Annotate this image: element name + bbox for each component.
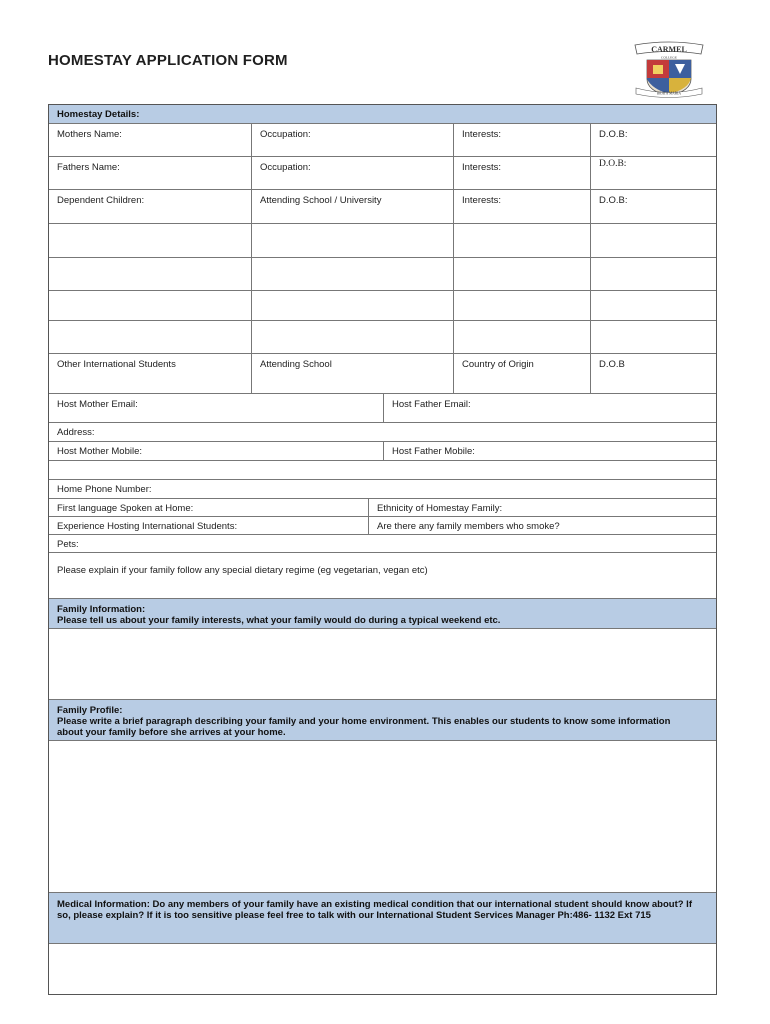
child-name-field[interactable] bbox=[49, 291, 251, 320]
host-mother-mobile-field[interactable]: Host Mother Mobile: bbox=[57, 446, 143, 457]
logo-sub-text: COLLEGE bbox=[661, 55, 677, 60]
mobile-entry-field[interactable] bbox=[49, 461, 716, 479]
mothers-name-field[interactable]: Mothers Name: bbox=[57, 129, 122, 140]
family-information-answer-field[interactable] bbox=[49, 629, 716, 699]
experience-row bbox=[49, 517, 716, 535]
dependent-child-row bbox=[49, 321, 716, 354]
language-row bbox=[49, 499, 716, 517]
students-dob-field[interactable]: D.O.B bbox=[590, 354, 716, 393]
dependent-children-label: Dependent Children: bbox=[57, 195, 145, 206]
child-dob-field[interactable] bbox=[590, 291, 716, 320]
family-profile-answer-box bbox=[49, 741, 716, 893]
address-field[interactable]: Address: bbox=[57, 427, 95, 438]
family-profile-header bbox=[49, 700, 716, 741]
mother-dob-field[interactable]: D.O.B: bbox=[590, 124, 716, 156]
family-profile-answer-field[interactable] bbox=[49, 741, 716, 892]
family-profile-prompt: Please write a brief paragraph describing your family and your home environment. This enables our students to know some information about your family before she arrives at your home. bbox=[57, 716, 671, 738]
child-dob-field[interactable] bbox=[590, 258, 716, 290]
attending-school-university-label: Attending School / University bbox=[251, 190, 453, 223]
medical-information-header bbox=[49, 893, 716, 944]
dependent-children-header-row bbox=[49, 190, 716, 224]
father-row bbox=[49, 157, 716, 190]
child-interests-field[interactable] bbox=[453, 258, 590, 290]
homestay-form bbox=[48, 104, 717, 995]
dietary-field[interactable]: Please explain if your family follow any special dietary regime (eg vegetarian, vegan etc) bbox=[57, 565, 428, 576]
dependent-child-row bbox=[49, 291, 716, 321]
other-international-students-field[interactable]: Other International Students bbox=[57, 359, 176, 370]
children-dob-label: D.O.B: bbox=[590, 190, 716, 223]
homestay-details-heading: Homestay Details: bbox=[57, 109, 140, 120]
family-information-prompt: Please tell us about your family interests, what your family would do during a typical weekend etc. bbox=[57, 615, 501, 626]
medical-information-answer-field[interactable] bbox=[49, 944, 716, 994]
fathers-name-field[interactable]: Fathers Name: bbox=[57, 162, 120, 173]
logo-bottom-text: BEATA MARIA bbox=[657, 91, 681, 96]
pets-field[interactable]: Pets: bbox=[57, 539, 79, 550]
international-students-row bbox=[49, 354, 716, 394]
homestay-details-header bbox=[49, 105, 716, 124]
father-dob-field[interactable]: D.O.B: bbox=[590, 157, 716, 189]
dependent-child-row bbox=[49, 258, 716, 291]
child-name-field[interactable] bbox=[49, 224, 251, 257]
dependent-child-row bbox=[49, 224, 716, 258]
pets-row bbox=[49, 535, 716, 553]
child-interests-field[interactable] bbox=[453, 321, 590, 353]
address-row bbox=[49, 423, 716, 442]
mother-row bbox=[49, 124, 716, 157]
child-school-field[interactable] bbox=[251, 224, 453, 257]
mobile-entry-row bbox=[49, 461, 716, 480]
family-smoke-field[interactable]: Are there any family members who smoke? bbox=[368, 517, 716, 534]
medical-information-answer-box bbox=[49, 944, 716, 994]
family-information-answer-box bbox=[49, 629, 716, 700]
father-interests-field[interactable]: Interests: bbox=[453, 157, 590, 189]
attending-school-field[interactable]: Attending School bbox=[251, 354, 453, 393]
mother-occupation-field[interactable]: Occupation: bbox=[251, 124, 453, 156]
child-dob-field[interactable] bbox=[590, 321, 716, 353]
child-name-field[interactable] bbox=[49, 321, 251, 353]
child-dob-field[interactable] bbox=[590, 224, 716, 257]
child-school-field[interactable] bbox=[251, 291, 453, 320]
mother-interests-field[interactable]: Interests: bbox=[453, 124, 590, 156]
child-school-field[interactable] bbox=[251, 258, 453, 290]
child-name-field[interactable] bbox=[49, 258, 251, 290]
host-father-mobile-field[interactable]: Host Father Mobile: bbox=[383, 442, 716, 460]
carmel-college-crest-logo bbox=[632, 41, 706, 99]
family-profile-heading: Family Profile: bbox=[57, 705, 123, 716]
host-father-email-field[interactable]: Host Father Email: bbox=[383, 394, 716, 422]
home-phone-field[interactable]: Home Phone Number: bbox=[57, 484, 152, 495]
host-mother-email-field[interactable]: Host Mother Email: bbox=[57, 399, 138, 410]
child-school-field[interactable] bbox=[251, 321, 453, 353]
children-interests-label: Interests: bbox=[453, 190, 590, 223]
mobile-row bbox=[49, 442, 716, 461]
email-row bbox=[49, 394, 716, 423]
family-information-header bbox=[49, 599, 716, 629]
father-occupation-field[interactable]: Occupation: bbox=[251, 157, 453, 189]
child-interests-field[interactable] bbox=[453, 291, 590, 320]
logo-top-text: CARMEL bbox=[651, 45, 687, 54]
dietary-row bbox=[49, 553, 716, 599]
family-information-heading: Family Information: bbox=[57, 604, 146, 615]
first-language-field[interactable]: First language Spoken at Home: bbox=[57, 503, 194, 514]
medical-information-prompt: Medical Information: Do any members of your family have an existing medical condition that our international student should know about? If so, please explain? If it is too sensitive please feel free to talk with our International Student Services Manager Ph:486- 1132 Ext 715 bbox=[57, 899, 692, 921]
home-phone-row bbox=[49, 480, 716, 499]
ethnicity-field[interactable]: Ethnicity of Homestay Family: bbox=[368, 499, 716, 516]
child-interests-field[interactable] bbox=[453, 224, 590, 257]
experience-hosting-field[interactable]: Experience Hosting International Students: bbox=[57, 521, 238, 532]
country-of-origin-field[interactable]: Country of Origin bbox=[453, 354, 590, 393]
form-title: HOMESTAY APPLICATION FORM bbox=[48, 52, 288, 69]
